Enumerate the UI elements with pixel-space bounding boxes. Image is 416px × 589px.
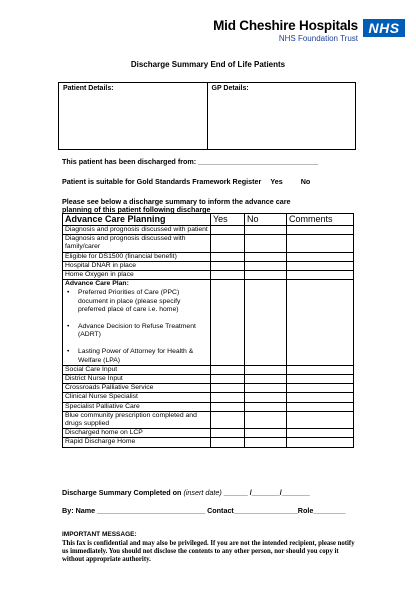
- no-cell[interactable]: [245, 271, 287, 280]
- gold-standards-label: Patient is suitable for Gold Standards Framework Register: [62, 177, 262, 186]
- bullet-icon: •: [67, 289, 70, 297]
- no-cell[interactable]: [245, 411, 287, 428]
- organisation-subtitle: NHS Foundation Trust: [278, 34, 358, 43]
- row-label: Hospital DNAR in place: [63, 261, 211, 270]
- insert-date-hint: (insert date): [183, 488, 222, 497]
- row-label: Rapid Discharge Home: [63, 438, 211, 447]
- comments-cell[interactable]: [287, 365, 354, 374]
- row-label: Social Care Input: [63, 365, 211, 374]
- table-row: [63, 375, 354, 384]
- advance-care-plan-heading: Advance Care Plan:: [65, 280, 129, 288]
- yes-cell[interactable]: [211, 393, 245, 402]
- no-cell[interactable]: [245, 252, 287, 261]
- table-header-row: [63, 214, 354, 226]
- comments-cell[interactable]: [287, 375, 354, 384]
- comments-cell[interactable]: [287, 271, 354, 280]
- yes-cell[interactable]: [211, 365, 245, 374]
- no-cell[interactable]: [245, 438, 287, 447]
- details-box: [58, 82, 356, 150]
- list-item: [65, 289, 208, 314]
- yes-cell[interactable]: [211, 384, 245, 393]
- comments-cell[interactable]: [287, 411, 354, 428]
- comments-cell[interactable]: [287, 280, 354, 366]
- row-label: Diagnosis and prognosis discussed with family/carer: [63, 235, 211, 252]
- header-no: No: [245, 214, 287, 226]
- comments-cell[interactable]: [287, 384, 354, 393]
- instructions-line-1: Please see below a discharge summary to inform the advance care: [62, 197, 291, 206]
- yes-cell[interactable]: [211, 235, 245, 252]
- comments-cell[interactable]: [287, 235, 354, 252]
- no-cell[interactable]: [245, 429, 287, 438]
- gold-standards-yes[interactable]: Yes: [270, 177, 283, 186]
- spacer: [65, 315, 208, 322]
- table-row: [63, 402, 354, 411]
- yes-cell[interactable]: [211, 226, 245, 235]
- comments-cell[interactable]: [287, 438, 354, 447]
- row-label: Home Oxygen in place: [63, 271, 211, 280]
- advance-care-table: [62, 213, 354, 448]
- row-label: Blue community prescription completed and drugs supplied: [63, 411, 211, 428]
- important-message-heading: IMPORTANT MESSAGE:: [62, 531, 137, 538]
- row-label: Clinical Nurse Specialist: [63, 393, 211, 402]
- completed-on-label: Discharge Summary Completed on: [62, 488, 182, 497]
- table-row: [63, 393, 354, 402]
- table-row: [63, 411, 354, 428]
- bullet-icon: •: [67, 348, 70, 356]
- no-cell[interactable]: [245, 226, 287, 235]
- yes-cell[interactable]: [211, 429, 245, 438]
- important-message-body: This fax is confidential and may also be privileged. If you are not the intended recipient, please notify us immediately. You should not disclose the contents to any other person, nor should you copy it without appropriate authority.: [62, 540, 355, 563]
- advance-care-plan-cell: [63, 280, 211, 366]
- spacer: [65, 340, 208, 347]
- comments-cell[interactable]: [287, 429, 354, 438]
- completed-on-line: [62, 488, 310, 497]
- table-row: [63, 261, 354, 270]
- table-row: [63, 226, 354, 235]
- comments-cell[interactable]: [287, 402, 354, 411]
- table-row-advance-care-plan: [63, 280, 354, 366]
- row-label: Crossroads Palliative Service: [63, 384, 211, 393]
- organisation-name: Mid Cheshire Hospitals: [213, 18, 358, 33]
- no-cell[interactable]: [245, 375, 287, 384]
- yes-cell[interactable]: [211, 411, 245, 428]
- table-row: [63, 235, 354, 252]
- no-cell[interactable]: [245, 261, 287, 270]
- discharged-from-line[interactable]: This patient has been discharged from: ______________________________: [62, 157, 319, 166]
- nhs-logo: NHS: [363, 19, 405, 37]
- no-cell[interactable]: [245, 384, 287, 393]
- yes-cell[interactable]: [211, 375, 245, 384]
- comments-cell[interactable]: [287, 261, 354, 270]
- header-advance-care-planning: Advance Care Planning: [63, 214, 211, 226]
- table-row: [63, 271, 354, 280]
- yes-cell[interactable]: [211, 271, 245, 280]
- comments-cell[interactable]: [287, 226, 354, 235]
- comments-cell[interactable]: [287, 252, 354, 261]
- bullet-icon: •: [67, 323, 70, 331]
- no-cell[interactable]: [245, 365, 287, 374]
- lpa-text: Lasting Power of Attorney for Health & Welfare (LPA): [78, 348, 194, 364]
- gold-standards-line: [62, 177, 310, 186]
- no-cell[interactable]: [245, 280, 287, 366]
- header: [213, 18, 358, 43]
- table-row: [63, 252, 354, 261]
- gold-standards-no[interactable]: No: [300, 177, 311, 186]
- document-title: Discharge Summary End of Life Patients: [130, 60, 286, 69]
- completed-date-blanks[interactable]: ______ /_______/_______: [223, 488, 310, 497]
- table-row: [63, 438, 354, 447]
- patient-details-field[interactable]: Patient Details:: [63, 85, 114, 92]
- row-label: Eligible for DS1500 (financial benefit): [63, 252, 211, 261]
- yes-cell[interactable]: [211, 280, 245, 366]
- no-cell[interactable]: [245, 393, 287, 402]
- yes-cell[interactable]: [211, 402, 245, 411]
- table-row: [63, 365, 354, 374]
- list-item: [65, 323, 208, 339]
- yes-cell[interactable]: [211, 252, 245, 261]
- comments-cell[interactable]: [287, 393, 354, 402]
- header-comments: Comments: [287, 214, 354, 226]
- row-label: Specialist Palliative Care: [63, 402, 211, 411]
- ppc-text: Preferred Priorities of Care (PPC) document in place (please specify preferred place of care i.e. home): [78, 289, 181, 313]
- table-row: [63, 384, 354, 393]
- yes-cell[interactable]: [211, 261, 245, 270]
- instructions-line-2: planning of this patient following discharge: [62, 205, 211, 214]
- adrt-text: Advance Decision to Refuse Treatment (ADRT): [78, 323, 196, 339]
- row-label: Diagnosis and prognosis discussed with patient: [63, 226, 211, 235]
- table-row: [63, 429, 354, 438]
- row-label: Discharged home on LCP: [63, 429, 211, 438]
- no-cell[interactable]: [245, 235, 287, 252]
- yes-cell[interactable]: [211, 438, 245, 447]
- signoff-line[interactable]: By: Name ___________________________ Contact________________Role________: [62, 506, 346, 515]
- list-item: [65, 348, 208, 364]
- row-label: District Nurse Input: [63, 375, 211, 384]
- advance-care-plan-list: [65, 289, 208, 364]
- no-cell[interactable]: [245, 402, 287, 411]
- gp-details-field[interactable]: GP Details:: [207, 83, 356, 149]
- header-yes: Yes: [211, 214, 245, 226]
